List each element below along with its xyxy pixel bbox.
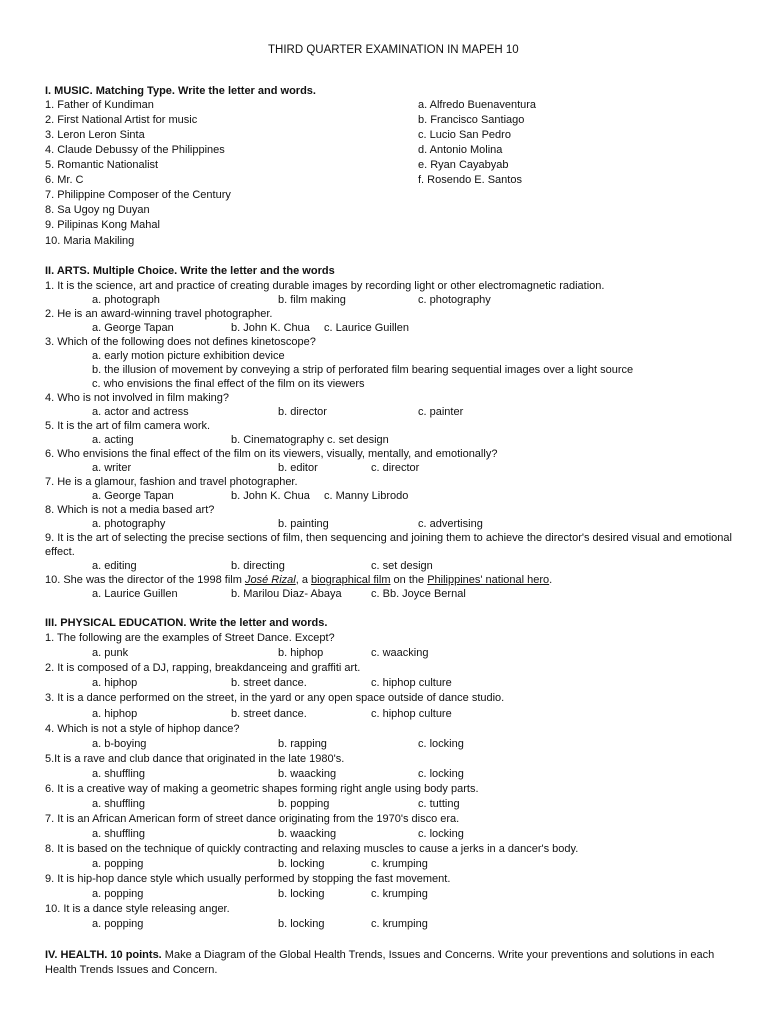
arts-option: a. acting bbox=[92, 434, 134, 446]
arts-question: 9. It is the art of selecting the precise sections of film, then sequencing and joining them to achieve the director's desired visual and emotional bbox=[45, 532, 732, 544]
arts-option: a. photograph bbox=[92, 294, 160, 306]
music-item: 3. Leron Leron Sinta bbox=[45, 129, 145, 141]
pe-question: 3. It is a dance performed on the street, in the yard or any open space outside of dance studio. bbox=[45, 692, 505, 704]
arts-question: 8. Which is not a media based art? bbox=[45, 504, 215, 516]
pe-question: 9. It is hip-hop dance style which usually performed by stopping the fast movement. bbox=[45, 873, 451, 885]
pe-option: a. popping bbox=[92, 858, 144, 870]
health-instruction bbox=[45, 949, 714, 962]
arts-question: 4. Who is not involved in film making? bbox=[45, 392, 230, 404]
pe-question: 5.It is a rave and club dance that originated in the late 1980's. bbox=[45, 753, 345, 765]
music-item: 6. Mr. C bbox=[45, 174, 84, 186]
q10-text-mid: , a bbox=[295, 574, 311, 586]
music-item: 9. Pilipinas Kong Mahal bbox=[45, 219, 160, 231]
pe-option: b. locking bbox=[278, 888, 325, 900]
pe-option: c. krumping bbox=[371, 858, 428, 870]
pe-option: a. hiphop bbox=[92, 677, 138, 689]
pe-question: 10. It is a dance style releasing anger. bbox=[45, 903, 230, 915]
music-choice: a. Alfredo Buenaventura bbox=[418, 99, 537, 111]
pe-option: b. street dance. bbox=[231, 708, 307, 720]
arts-option: c. set design bbox=[371, 560, 433, 572]
arts-option: a. early motion picture exhibition device bbox=[92, 350, 285, 362]
arts-option: b. directing bbox=[231, 560, 285, 572]
music-heading: I. MUSIC. Matching Type. Write the letter and words. bbox=[45, 85, 316, 97]
exam-title: THIRD QUARTER EXAMINATION IN MAPEH 10 bbox=[268, 44, 519, 56]
pe-option: c. hiphop culture bbox=[371, 708, 452, 720]
arts-option: a. actor and actress bbox=[92, 406, 189, 418]
music-choice: b. Francisco Santiago bbox=[418, 114, 525, 126]
arts-option: c. photography bbox=[418, 294, 491, 306]
arts-option: b. Marilou Diaz- Abaya bbox=[231, 588, 342, 600]
pe-question: 1. The following are the examples of Street Dance. Except? bbox=[45, 632, 335, 644]
arts-option: c. Bb. Joyce Bernal bbox=[371, 588, 466, 600]
arts-question: 6. Who envisions the final effect of the film on its viewers, visually, mentally, and emotionally? bbox=[45, 448, 498, 460]
pe-option: b. locking bbox=[278, 918, 325, 930]
arts-option: b. film making bbox=[278, 294, 346, 306]
arts-option: a. writer bbox=[92, 462, 132, 474]
arts-option: c. painter bbox=[418, 406, 464, 418]
pe-option: c. krumping bbox=[371, 918, 428, 930]
pe-option: c. hiphop culture bbox=[371, 677, 452, 689]
arts-question bbox=[45, 574, 552, 587]
biographical-film-link[interactable]: biographical film bbox=[311, 574, 391, 586]
arts-question: 3. Which of the following does not defines kinetoscope? bbox=[45, 336, 316, 348]
health-heading: IV. HEALTH. 10 points. bbox=[45, 949, 162, 961]
pe-option: a. popping bbox=[92, 918, 144, 930]
music-item: 7. Philippine Composer of the Century bbox=[45, 189, 231, 201]
health-text-continued: Health Trends Issues and Concern. bbox=[45, 964, 218, 976]
national-hero-link[interactable]: Philippines' national hero bbox=[427, 574, 550, 586]
q10-text-start: 10. She was the director of the 1998 film bbox=[45, 574, 245, 586]
music-item: 10. Maria Makiling bbox=[45, 235, 135, 247]
pe-heading: III. PHYSICAL EDUCATION. Write the letter and words. bbox=[45, 617, 328, 629]
pe-option: c. waacking bbox=[371, 647, 429, 659]
pe-option: b. waacking bbox=[278, 828, 337, 840]
arts-question: 1. It is the science, art and practice of creating durable images by recording light or other electromagnetic radiation. bbox=[45, 280, 605, 292]
arts-question: 2. He is an award-winning travel photographer. bbox=[45, 308, 273, 320]
pe-option: c. tutting bbox=[418, 798, 460, 810]
health-text: Make a Diagram of the Global Health Trends, Issues and Concerns. Write your preventions and solutions in each bbox=[161, 949, 715, 961]
pe-option: a. b-boying bbox=[92, 738, 147, 750]
pe-option: c. locking bbox=[418, 738, 464, 750]
music-choice: c. Lucio San Pedro bbox=[418, 129, 511, 141]
arts-option: b. John K. Chua bbox=[231, 490, 310, 502]
music-item: 5. Romantic Nationalist bbox=[45, 159, 159, 171]
pe-option: b. street dance. bbox=[231, 677, 307, 689]
pe-option: a. shuffling bbox=[92, 768, 146, 780]
pe-option: c. locking bbox=[418, 828, 464, 840]
arts-question-continued: effect. bbox=[45, 546, 75, 558]
pe-option: b. hiphop bbox=[278, 647, 324, 659]
arts-option: c. director bbox=[371, 462, 420, 474]
q10-text-end: . bbox=[549, 574, 553, 586]
pe-option: a. popping bbox=[92, 888, 144, 900]
music-choice: f. Rosendo E. Santos bbox=[418, 174, 522, 186]
music-item: 8. Sa Ugoy ng Duyan bbox=[45, 204, 150, 216]
music-item: 2. First National Artist for music bbox=[45, 114, 198, 126]
arts-option: b. John K. Chua bbox=[231, 322, 310, 334]
pe-question: 6. It is a creative way of making a geometric shapes forming right angle using body parts. bbox=[45, 783, 479, 795]
pe-option: a. shuffling bbox=[92, 828, 146, 840]
arts-question: 5. It is the art of film camera work. bbox=[45, 420, 211, 432]
music-choice: d. Antonio Molina bbox=[418, 144, 503, 156]
arts-option: a. Laurice Guillen bbox=[92, 588, 178, 600]
arts-option: a. photography bbox=[92, 518, 166, 530]
arts-option: b. Cinematography c. set design bbox=[231, 434, 389, 446]
pe-question: 4. Which is not a style of hiphop dance? bbox=[45, 723, 240, 735]
pe-option: a. punk bbox=[92, 647, 129, 659]
film-title-link[interactable]: José Rizal bbox=[244, 574, 296, 586]
arts-question: 7. He is a glamour, fashion and travel photographer. bbox=[45, 476, 298, 488]
arts-option: c. Laurice Guillen bbox=[324, 322, 409, 334]
pe-option: b. popping bbox=[278, 798, 330, 810]
arts-option: b. director bbox=[278, 406, 327, 418]
pe-option: c. locking bbox=[418, 768, 464, 780]
pe-option: a. hiphop bbox=[92, 708, 138, 720]
music-item: 1. Father of Kundiman bbox=[45, 99, 154, 111]
arts-option: b. painting bbox=[278, 518, 329, 530]
pe-question: 2. It is composed of a DJ, rapping, breakdanceing and graffiti art. bbox=[45, 662, 361, 674]
q10-text-mid2: on the bbox=[390, 574, 428, 586]
arts-option: a. editing bbox=[92, 560, 137, 572]
music-choice: e. Ryan Cayabyab bbox=[418, 159, 509, 171]
pe-option: a. shuffling bbox=[92, 798, 146, 810]
pe-question: 7. It is an African American form of street dance originating from the 1970's disco era. bbox=[45, 813, 460, 825]
music-item: 4. Claude Debussy of the Philippines bbox=[45, 144, 225, 156]
arts-option: a. George Tapan bbox=[92, 490, 174, 502]
arts-option: b. editor bbox=[278, 462, 318, 474]
pe-option: b. locking bbox=[278, 858, 325, 870]
pe-option: c. krumping bbox=[371, 888, 428, 900]
arts-option: c. Manny Librodo bbox=[324, 490, 409, 502]
arts-option: c. advertising bbox=[418, 518, 483, 530]
arts-option: b. the illusion of movement by conveying a strip of perforated film bearing sequential images over a light source bbox=[92, 364, 634, 376]
pe-option: b. rapping bbox=[278, 738, 327, 750]
arts-option: c. who envisions the final effect of the film on its viewers bbox=[92, 378, 365, 390]
arts-heading: II. ARTS. Multiple Choice. Write the letter and the words bbox=[45, 265, 335, 277]
pe-option: b. waacking bbox=[278, 768, 337, 780]
pe-question: 8. It is based on the technique of quickly contracting and relaxing muscles to cause a jerks in a dancer's body. bbox=[45, 843, 579, 855]
arts-option: a. George Tapan bbox=[92, 322, 174, 334]
